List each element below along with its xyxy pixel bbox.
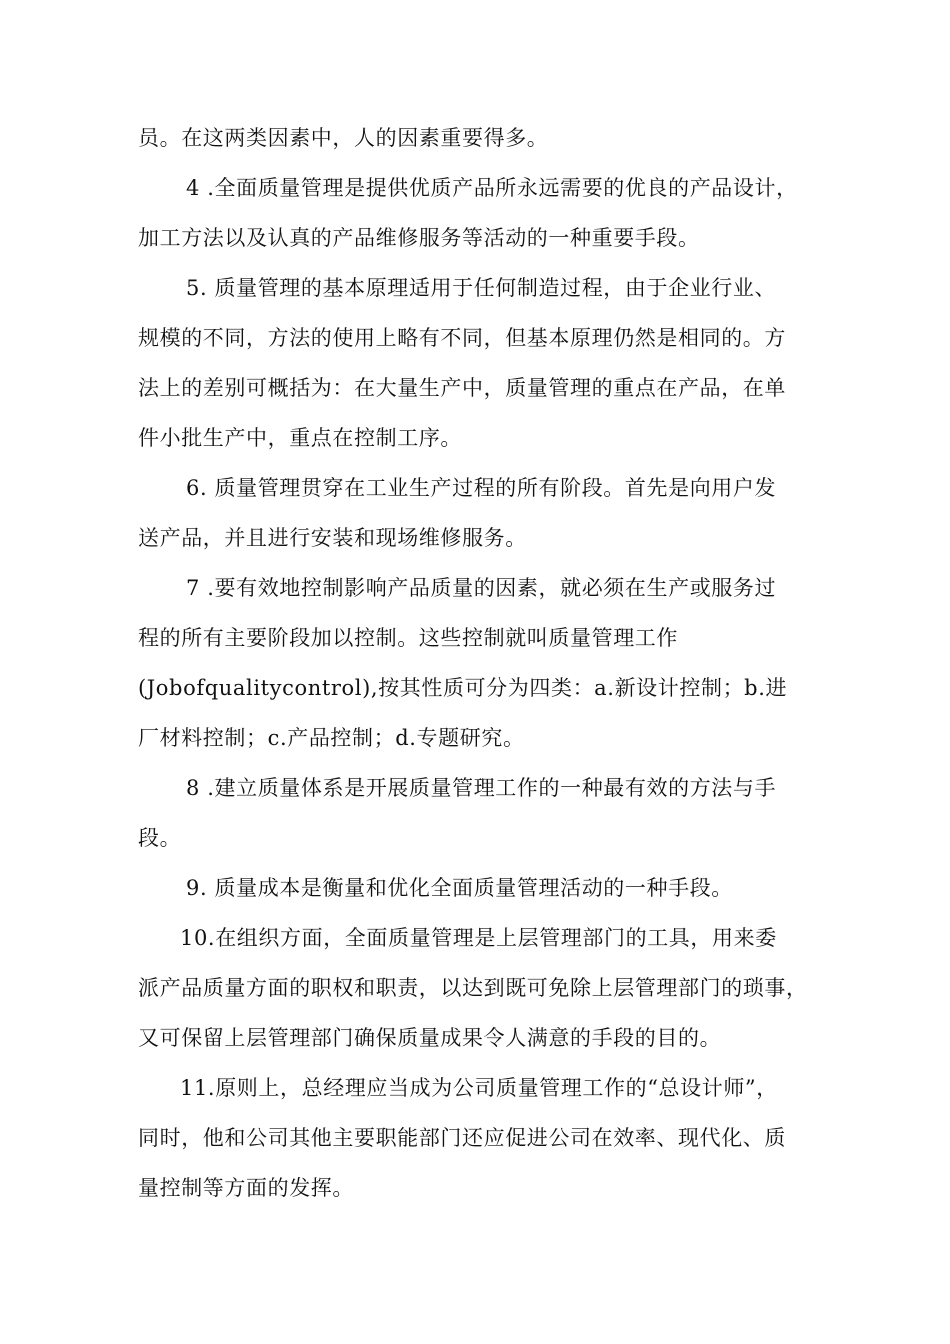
- paragraph-7-line-1: 7 .要有效地控制影响产品质量的因素，就必须在生产或服务过: [186, 576, 777, 600]
- paragraph-11-line-3: 量控制等方面的发挥。: [138, 1176, 354, 1200]
- paragraph-5-line-2: 规模的不同，方法的使用上略有不同，但基本原理仍然是相同的。方: [138, 326, 786, 350]
- paragraph-4-line-1: 4 .全面质量管理是提供优质产品所永远需要的优良的产品设计，: [186, 176, 798, 200]
- paragraph-5-line-4: 件小批生产中，重点在控制工序。: [138, 426, 462, 450]
- paragraph-7-line-4: 厂材料控制；c.产品控制；d.专题研究。: [138, 726, 525, 750]
- paragraph-line: 员。在这两类因素中，人的因素重要得多。: [138, 126, 549, 150]
- paragraph-7-line-2: 程的所有主要阶段加以控制。这些控制就叫质量管理工作: [138, 626, 678, 650]
- paragraph-10-line-3: 又可保留上层管理部门确保质量成果令人满意的手段的目的。: [138, 1026, 722, 1050]
- paragraph-10-line-1: 10.在组织方面，全面质量管理是上层管理部门的工具，用来委: [180, 926, 777, 950]
- paragraph-4-line-2: 加工方法以及认真的产品维修服务等活动的一种重要手段。: [138, 226, 700, 250]
- paragraph-11-line-2: 同时，他和公司其他主要职能部门还应促进公司在效率、现代化、质: [138, 1126, 786, 1150]
- paragraph-11-line-1: 11.原则上，总经理应当成为公司质量管理工作的“总设计师”，: [180, 1076, 778, 1100]
- paragraph-9-line-1: 9. 质量成本是衡量和优化全面质量管理活动的一种手段。: [186, 876, 733, 900]
- paragraph-7-line-3: (Jobofqualitycontrol),按其性质可分为四类：a.新设计控制；b.进: [138, 676, 788, 700]
- paragraph-5-line-3: 法上的差别可概括为：在大量生产中，质量管理的重点在产品，在单: [138, 376, 786, 400]
- paragraph-10-line-2: 派产品质量方面的职权和职责，以达到既可免除上层管理部门的琐事，: [138, 976, 808, 1000]
- paragraph-6-line-2: 送产品，并且进行安装和现场维修服务。: [138, 526, 527, 550]
- paragraph-5-line-1: 5. 质量管理的基本原理适用于任何制造过程，由于企业行业、: [186, 276, 777, 300]
- paragraph-8-line-1: 8 .建立质量体系是开展质量管理工作的一种最有效的方法与手: [186, 776, 777, 800]
- paragraph-8-line-2: 段。: [138, 826, 182, 850]
- paragraph-6-line-1: 6. 质量管理贯穿在工业生产过程的所有阶段。首先是向用户发: [186, 476, 777, 500]
